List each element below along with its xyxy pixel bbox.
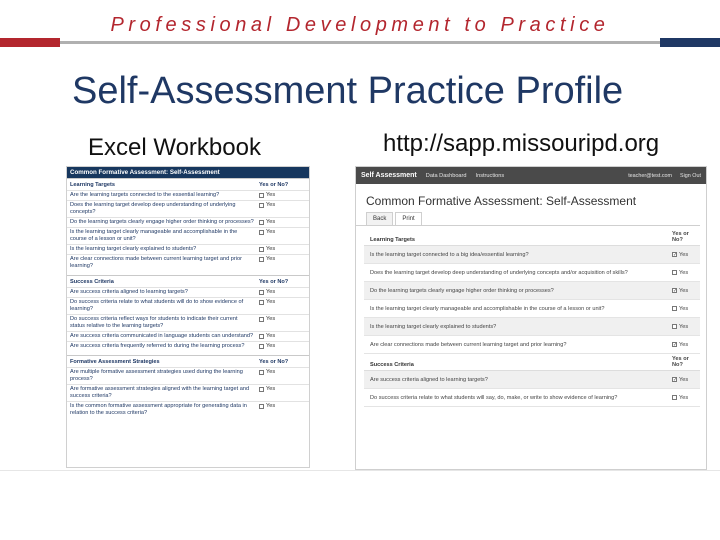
web-answer-label: Yes bbox=[679, 323, 689, 330]
excel-section-name: Formative Assessment Strategies bbox=[70, 358, 160, 365]
excel-answer-label: Yes bbox=[266, 368, 276, 375]
web-question-row bbox=[364, 371, 700, 389]
excel-question: Do success criteria reflect ways for students to indicate their current status relative to the learning targets? bbox=[70, 315, 238, 329]
excel-answer-label: Yes bbox=[266, 228, 276, 235]
web-question: Do the learning targets clearly engage higher order thinking or processes? bbox=[370, 287, 554, 294]
excel-checkbox[interactable] bbox=[259, 344, 264, 349]
excel-answer-label: Yes bbox=[266, 218, 276, 225]
excel-question: Are the learning targets connected to the essential learning? bbox=[70, 191, 220, 198]
excel-section-name: Success Criteria bbox=[70, 278, 114, 285]
website-caption[interactable]: http://sapp.missouripd.org bbox=[383, 130, 660, 157]
excel-question-row bbox=[67, 190, 309, 200]
web-checkbox[interactable] bbox=[672, 270, 677, 275]
excel-checkbox[interactable] bbox=[259, 220, 264, 225]
excel-answer-cell[interactable] bbox=[257, 245, 307, 254]
web-answer-header: Yes or No? bbox=[672, 231, 689, 243]
excel-question: Are clear connections made between current learning target and prior learning? bbox=[70, 255, 242, 269]
web-question-row bbox=[364, 336, 700, 354]
web-checkbox[interactable] bbox=[672, 324, 677, 329]
web-question: Does the learning target develop deep understanding of underlying concepts and/or acquisition of skills? bbox=[370, 269, 628, 276]
web-answer-cell[interactable] bbox=[672, 324, 700, 330]
excel-section-name: Learning Targets bbox=[70, 182, 115, 188]
web-checkbox[interactable]: ✓ bbox=[673, 342, 678, 348]
web-answer-cell[interactable] bbox=[672, 252, 700, 258]
web-question: Are success criteria aligned to learning targets? bbox=[370, 376, 488, 383]
excel-checkbox[interactable] bbox=[259, 387, 264, 392]
excel-checkbox[interactable] bbox=[259, 404, 264, 409]
excel-answer-cell[interactable] bbox=[257, 402, 307, 418]
web-brand[interactable]: Self Assessment bbox=[361, 172, 417, 179]
excel-checkbox[interactable] bbox=[259, 257, 264, 262]
web-checkbox[interactable]: ✓ bbox=[673, 252, 678, 258]
excel-checkbox[interactable] bbox=[259, 230, 264, 235]
web-question-row bbox=[364, 318, 700, 336]
web-answer-label: Yes bbox=[679, 341, 689, 348]
web-question: Are clear connections made between current learning target and prior learning? bbox=[370, 341, 567, 348]
web-page-title: Common Formative Assessment: Self-Assessment bbox=[366, 194, 637, 208]
excel-question: Do success criteria relate to what students will do to show evidence of learning? bbox=[70, 298, 244, 312]
slide-header: Professional Development to Practice bbox=[110, 14, 610, 36]
excel-checkbox[interactable] bbox=[259, 370, 264, 375]
web-section-header bbox=[364, 229, 700, 246]
excel-question: Are formative assessment strategies aligned with the learning target and success criteria? bbox=[70, 385, 250, 399]
excel-answer-label: Yes bbox=[266, 315, 276, 322]
nav-link-instructions[interactable]: Instructions bbox=[475, 172, 505, 179]
excel-answer-label: Yes bbox=[266, 332, 276, 339]
excel-answer-header: Yes or No? bbox=[259, 358, 289, 365]
excel-question-row bbox=[67, 244, 309, 254]
excel-header: Common Formative Assessment: Self-Assessment bbox=[67, 167, 309, 178]
web-question: Is the learning target connected to a big idea/essential learning? bbox=[370, 251, 529, 258]
web-answer-label: Yes bbox=[679, 269, 689, 276]
excel-question-row bbox=[67, 297, 309, 314]
excel-question: Is the common formative assessment appropriate for generating data in relation to the success criteria? bbox=[70, 402, 247, 416]
excel-question-row bbox=[67, 227, 309, 244]
excel-question-row bbox=[67, 287, 309, 297]
web-assessment-table bbox=[364, 229, 700, 407]
excel-answer-cell[interactable] bbox=[257, 255, 307, 271]
excel-answer-cell[interactable] bbox=[257, 218, 307, 227]
excel-checkbox[interactable] bbox=[259, 203, 264, 208]
web-checkbox[interactable]: ✓ bbox=[673, 288, 678, 294]
header-rule-navy bbox=[660, 38, 720, 47]
excel-checkbox[interactable] bbox=[259, 317, 264, 322]
excel-answer-label: Yes bbox=[266, 201, 276, 208]
web-answer-label: Yes bbox=[679, 394, 689, 401]
excel-answer-cell[interactable] bbox=[257, 332, 307, 341]
excel-checkbox[interactable] bbox=[259, 300, 264, 305]
excel-section-header bbox=[67, 178, 309, 190]
excel-question: Is the learning target clearly manageable and accomplishable in the course of a lesson or unit? bbox=[70, 228, 238, 242]
excel-answer-cell[interactable] bbox=[257, 288, 307, 297]
excel-question: Do the learning targets clearly engage higher order thinking or processes? bbox=[70, 218, 254, 225]
excel-checkbox[interactable] bbox=[259, 193, 264, 198]
nav-link-data-dashboard[interactable]: Data Dashboard bbox=[425, 172, 467, 179]
web-question-row bbox=[364, 246, 700, 264]
nav-signout[interactable]: Sign Out bbox=[680, 172, 701, 179]
excel-checkbox[interactable] bbox=[259, 247, 264, 252]
excel-question-row bbox=[67, 331, 309, 341]
excel-caption: Excel Workbook bbox=[88, 134, 261, 161]
excel-question: Are success criteria aligned to learning targets? bbox=[70, 288, 188, 295]
header-rule-red bbox=[0, 38, 60, 47]
excel-question: Are success criteria frequently referred to during the learning process? bbox=[70, 342, 245, 349]
web-question: Is the learning target clearly manageable and accomplishable in the course of a lesson or unit? bbox=[370, 305, 605, 312]
excel-answer-cell[interactable] bbox=[257, 368, 307, 384]
web-answer-cell[interactable] bbox=[672, 288, 700, 294]
excel-answer-cell[interactable] bbox=[257, 315, 307, 331]
excel-section-header bbox=[67, 355, 309, 367]
web-answer-cell[interactable] bbox=[672, 342, 700, 348]
excel-section-header bbox=[67, 275, 309, 287]
web-question-row bbox=[364, 300, 700, 318]
web-answer-cell[interactable] bbox=[672, 306, 700, 312]
web-section-name: Success Criteria bbox=[370, 362, 414, 368]
web-question: Is the learning target clearly explained to students? bbox=[370, 323, 497, 330]
excel-checkbox[interactable] bbox=[259, 334, 264, 339]
web-answer-cell[interactable] bbox=[672, 395, 700, 401]
web-checkbox[interactable] bbox=[672, 306, 677, 311]
slide-title: Self-Assessment Practice Profile bbox=[72, 70, 624, 112]
web-question-row bbox=[364, 282, 700, 300]
excel-answer-cell[interactable] bbox=[257, 191, 307, 200]
excel-answer-cell[interactable] bbox=[257, 201, 307, 217]
excel-workbook-screenshot bbox=[66, 166, 310, 468]
tab-print[interactable]: Print bbox=[395, 212, 421, 225]
excel-checkbox[interactable] bbox=[259, 290, 264, 295]
web-answer-cell[interactable] bbox=[672, 377, 700, 383]
excel-question-row bbox=[67, 254, 309, 271]
web-answer-label: Yes bbox=[679, 251, 689, 258]
web-navbar bbox=[356, 167, 706, 184]
tab-back[interactable]: Back bbox=[366, 212, 393, 225]
excel-question: Is the learning target clearly explained to students? bbox=[70, 245, 197, 252]
web-question-row bbox=[364, 264, 700, 282]
excel-answer-label: Yes bbox=[266, 255, 276, 262]
web-tabs bbox=[356, 212, 700, 226]
header-rule-gray bbox=[60, 41, 660, 44]
excel-answer-label: Yes bbox=[266, 288, 276, 295]
bottom-divider bbox=[0, 470, 720, 471]
excel-question-row bbox=[67, 384, 309, 401]
excel-question-row bbox=[67, 401, 309, 418]
website-screenshot bbox=[355, 166, 707, 470]
web-answer-cell[interactable] bbox=[672, 270, 700, 276]
excel-answer-label: Yes bbox=[266, 298, 276, 305]
web-answer-label: Yes bbox=[679, 376, 689, 383]
excel-question: Does the learning target develop deep understanding of underlying concepts? bbox=[70, 201, 236, 215]
excel-answer-label: Yes bbox=[266, 342, 276, 349]
excel-answer-cell[interactable] bbox=[257, 342, 307, 351]
web-checkbox[interactable]: ✓ bbox=[673, 377, 678, 383]
excel-answer-header: Yes or No? bbox=[259, 182, 289, 188]
web-checkbox[interactable] bbox=[672, 395, 677, 400]
web-question: Do success criteria relate to what students will say, do, make, or write to show evidence of learning? bbox=[370, 394, 618, 401]
excel-answer-label: Yes bbox=[266, 245, 276, 252]
web-answer-label: Yes bbox=[679, 305, 689, 312]
excel-answer-header: Yes or No? bbox=[259, 278, 289, 285]
excel-answer-cell[interactable] bbox=[257, 228, 307, 244]
excel-answer-label: Yes bbox=[266, 385, 276, 392]
web-section-header bbox=[364, 354, 700, 371]
nav-user-email[interactable]: teacher@test.com bbox=[628, 172, 673, 179]
web-section-name: Learning Targets bbox=[370, 237, 415, 243]
excel-body bbox=[67, 178, 309, 418]
excel-question-row bbox=[67, 200, 309, 217]
web-question-row bbox=[364, 389, 700, 407]
excel-question-row bbox=[67, 314, 309, 331]
excel-answer-cell[interactable] bbox=[257, 298, 307, 314]
excel-answer-cell[interactable] bbox=[257, 385, 307, 401]
excel-question-row bbox=[67, 341, 309, 351]
web-answer-label: Yes bbox=[679, 287, 689, 294]
excel-answer-label: Yes bbox=[266, 402, 276, 409]
excel-question-row bbox=[67, 367, 309, 384]
excel-answer-label: Yes bbox=[266, 191, 276, 198]
excel-question: Are multiple formative assessment strategies used during the learning process? bbox=[70, 368, 243, 382]
excel-question-row bbox=[67, 217, 309, 227]
excel-question: Are success criteria communicated in language students can understand? bbox=[70, 332, 254, 339]
web-answer-header: Yes or No? bbox=[672, 356, 689, 368]
